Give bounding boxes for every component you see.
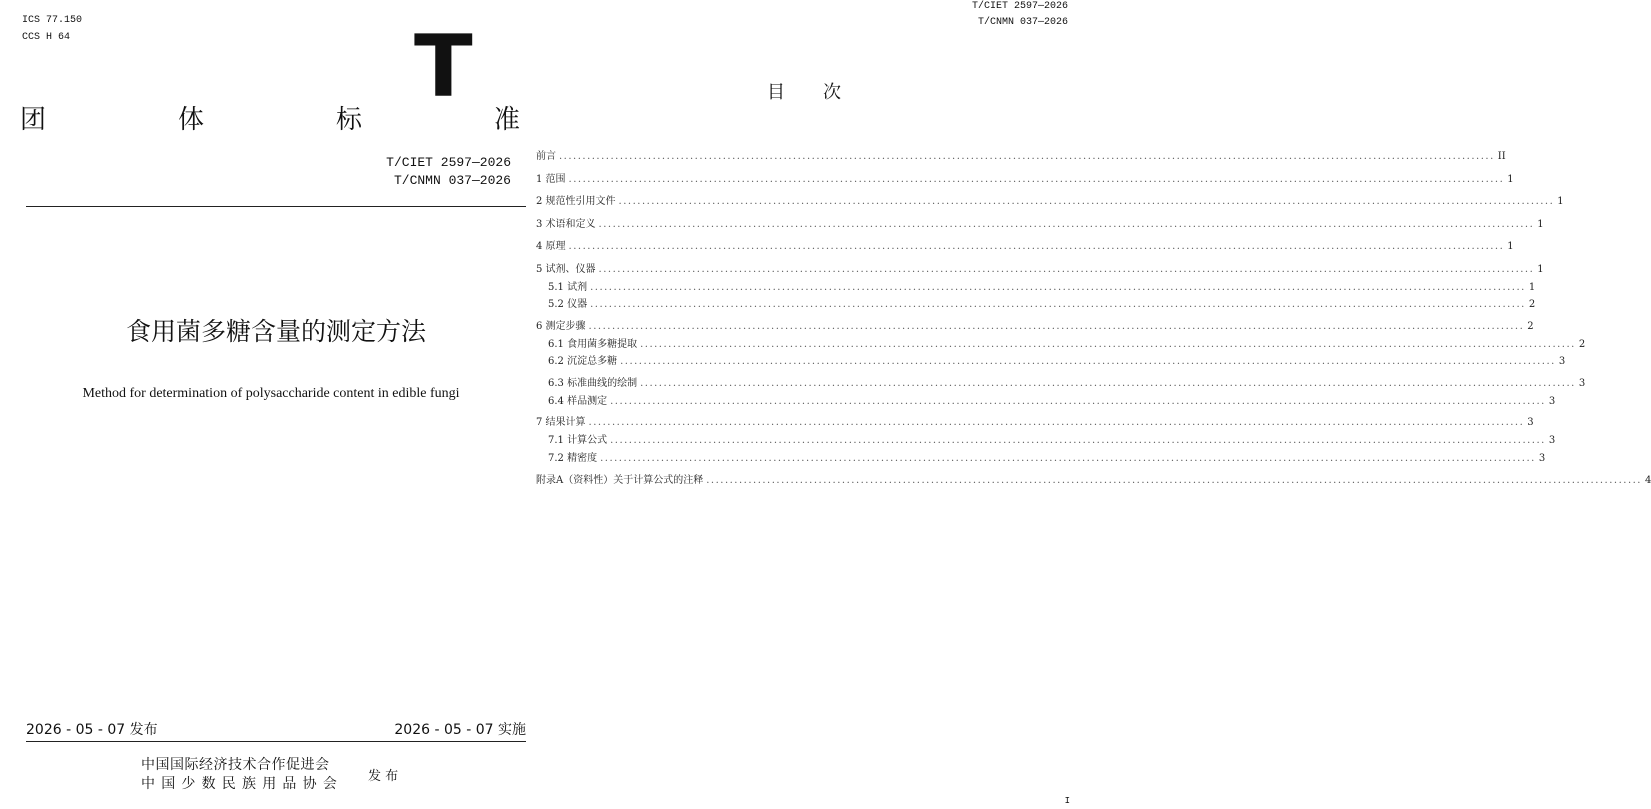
- toc-entry-page: 3: [1548, 396, 1556, 407]
- toc-entry[interactable]: [536, 416, 1534, 430]
- standard-type-char-4: 准: [494, 105, 521, 135]
- implement-date: 2026 - 05 - 07 实施: [394, 722, 526, 738]
- toc-leader-dots: ........................................................................................................................................................................................................: [640, 339, 1576, 350]
- toc-entry[interactable]: [536, 195, 1564, 209]
- toc-leader-dots: ........................................................................................................................................................................................................: [618, 196, 1555, 207]
- toc-entry[interactable]: [548, 298, 1536, 312]
- toc-entry[interactable]: [536, 150, 1506, 164]
- toc-entry-page: 1: [1507, 241, 1514, 252]
- header-code-2: T/CNMN 037—2026: [977, 17, 1068, 28]
- publish-label: 发 布: [368, 769, 399, 784]
- toc-leader-dots: ........................................................................................................................................................................................................: [590, 282, 1526, 293]
- toc-leader-dots: ........................................................................................................................................................................................................: [568, 174, 1505, 185]
- toc-entry-title: 5.2 仪器: [548, 299, 588, 310]
- toc-entry-page: 1: [1537, 219, 1544, 230]
- toc-entry-page: 3: [1578, 378, 1586, 389]
- toc-entry-page: 3: [1527, 417, 1534, 428]
- toc-entry[interactable]: [548, 434, 1556, 448]
- standard-logo-letter: T: [414, 17, 473, 117]
- toc-entry-page: 1: [1537, 264, 1544, 275]
- toc-leader-dots: ........................................................................................................................................................................................................: [620, 356, 1556, 367]
- toc-entry-page: II: [1497, 151, 1506, 162]
- publisher-1: 中国国际经济技术合作促进会: [141, 757, 330, 773]
- toc-entry[interactable]: [548, 395, 1556, 409]
- standard-type-char-2: 体: [178, 105, 205, 135]
- toc-entry-title: 4 原理: [536, 241, 566, 252]
- toc-entry[interactable]: [536, 240, 1514, 254]
- toc-leader-dots: ........................................................................................................................................................................................................: [598, 264, 1535, 275]
- toc-leader-dots: ........................................................................................................................................................................................................: [706, 475, 1642, 486]
- toc-entry-page: 3: [1558, 356, 1566, 367]
- toc-leader-dots: ........................................................................................................................................................................................................: [568, 241, 1505, 252]
- toc-entry-title: 2 规范性引用文件: [536, 196, 616, 207]
- toc-entry-title: 6.4 样品测定: [548, 396, 608, 407]
- toc-entry-title: 7.1 计算公式: [548, 435, 608, 446]
- toc-leader-dots: ........................................................................................................................................................................................................: [600, 453, 1536, 464]
- bottom-divider: [26, 741, 526, 742]
- standard-type-char-1: 团: [20, 105, 47, 135]
- toc-entry-page: 3: [1538, 453, 1546, 464]
- toc-entry-title: 1 范围: [536, 174, 566, 185]
- toc-entry-title: 6.2 沉淀总多糖: [548, 356, 618, 367]
- toc-entry-title: 6 测定步骤: [536, 321, 586, 332]
- issue-date: 2026 - 05 - 07 发布: [26, 722, 158, 738]
- toc-entry[interactable]: [548, 452, 1546, 466]
- page-number: I: [1064, 796, 1070, 806]
- toc-entry-page: 1: [1507, 174, 1514, 185]
- ccs-code: CCS H 64: [22, 32, 71, 43]
- publisher-2: 中国少数民族用品协会: [141, 776, 343, 792]
- toc-entry-title: 6.3 标准曲线的绘制: [548, 378, 638, 389]
- standard-code-1: T/CIET 2597—2026: [386, 155, 511, 170]
- document-title-cn: 食用菌多糖含量的测定方法: [125, 317, 426, 346]
- document-title-en: Method for determination of polysaccharide content in edible fungi: [82, 386, 460, 401]
- toc-entry[interactable]: [548, 355, 1566, 369]
- toc-entry-title: 5 试剂、仪器: [536, 264, 596, 275]
- toc-entry[interactable]: [536, 263, 1544, 277]
- toc-leader-dots: ........................................................................................................................................................................................................: [598, 219, 1535, 230]
- toc-entry-title: 前言: [536, 151, 556, 162]
- toc-entry-title: 附录A（资料性）关于计算公式的注释: [536, 475, 704, 486]
- toc-entry-page: 2: [1578, 339, 1586, 350]
- header-code-1: T/CIET 2597—2026: [971, 1, 1068, 12]
- toc-entry[interactable]: [536, 474, 1651, 488]
- toc-entry-page: 1: [1557, 196, 1564, 207]
- standard-code-2: T/CNMN 037—2026: [393, 173, 511, 188]
- toc-leader-dots: ........................................................................................................................................................................................................: [588, 321, 1525, 332]
- toc-entry-title: 5.1 试剂: [548, 282, 588, 293]
- toc-entry[interactable]: [536, 218, 1544, 232]
- ics-code: ICS 77.150: [22, 15, 83, 26]
- toc-leader-dots: ........................................................................................................................................................................................................: [610, 435, 1546, 446]
- toc-leader-dots: ........................................................................................................................................................................................................: [588, 417, 1525, 428]
- toc-leader-dots: ........................................................................................................................................................................................................: [610, 396, 1546, 407]
- toc-entry[interactable]: [548, 281, 1536, 295]
- toc-entry-page: 3: [1548, 435, 1556, 446]
- toc-entry-title: 6.1 食用菌多糖提取: [548, 339, 638, 350]
- toc-entry[interactable]: [536, 320, 1534, 334]
- toc-entry-title: 7 结果计算: [536, 417, 586, 428]
- toc-entry[interactable]: [548, 338, 1586, 352]
- toc-leader-dots: ........................................................................................................................................................................................................: [559, 151, 1495, 162]
- toc-entry[interactable]: [536, 173, 1514, 187]
- toc-entry-page: 1: [1528, 282, 1536, 293]
- toc-heading: 目次: [767, 82, 879, 103]
- toc-leader-dots: ........................................................................................................................................................................................................: [590, 299, 1526, 310]
- toc-leader-dots: ........................................................................................................................................................................................................: [640, 378, 1576, 389]
- toc-entry[interactable]: [548, 377, 1586, 391]
- top-divider: [26, 206, 526, 207]
- toc-entry-title: 3 术语和定义: [536, 219, 596, 230]
- toc-entry-page: 2: [1527, 321, 1534, 332]
- toc-entry-title: 7.2 精密度: [548, 453, 598, 464]
- toc-entry-page: 2: [1528, 299, 1536, 310]
- toc-entry-page: 4: [1644, 475, 1651, 486]
- standard-type-char-3: 标: [336, 105, 363, 135]
